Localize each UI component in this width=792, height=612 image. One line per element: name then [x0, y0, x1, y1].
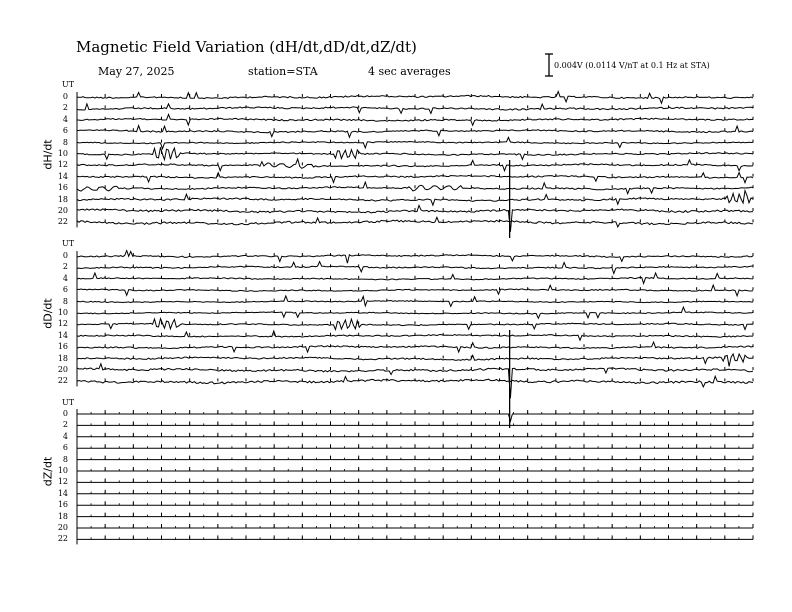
hour-label: 20 — [57, 206, 68, 215]
hour-label: 4 — [62, 114, 68, 124]
trace-dH-dt-8 — [77, 137, 753, 148]
hour-label: 16 — [57, 500, 68, 510]
trace-dD-dt-22 — [77, 376, 753, 387]
panel-ylabel-dD-dt: dD/dt — [41, 298, 55, 329]
hour-label: 0 — [62, 409, 68, 418]
scale-bar-label: 0.004V (0.0114 V/nT at 0.1 Hz at STA) — [554, 61, 710, 70]
panel-ylabel-dH-dt: dH/dt — [41, 139, 55, 170]
hour-label: 12 — [57, 477, 68, 487]
trace-dD-dt-6 — [77, 285, 753, 296]
hour-label: 18 — [57, 353, 68, 363]
date-label: May 27, 2025 — [98, 65, 175, 78]
trace-dD-dt-0 — [77, 251, 753, 264]
hour-label: 6 — [62, 443, 68, 453]
trace-dH-dt-6 — [77, 126, 753, 138]
hour-label: 2 — [62, 420, 68, 430]
trace-dH-dt-2 — [77, 104, 753, 114]
chart-title: Magnetic Field Variation (dH/dt,dD/dt,dZ/dt) — [76, 38, 417, 56]
ut-axis-label: UT — [62, 80, 75, 89]
hour-label: 14 — [57, 171, 68, 181]
trace-dZ-dt-0 — [77, 414, 753, 421]
hour-label: 2 — [62, 103, 68, 113]
hour-label: 8 — [62, 137, 68, 147]
hour-label: 14 — [57, 488, 68, 498]
hour-label: 4 — [62, 273, 68, 283]
trace-dD-dt-2 — [77, 262, 753, 274]
trace-dH-dt-0 — [77, 92, 753, 104]
hour-label: 22 — [57, 534, 68, 544]
ut-axis-label: UT — [62, 239, 75, 248]
hour-label: 6 — [62, 126, 68, 136]
hour-label: 10 — [57, 149, 68, 158]
hour-label: 20 — [57, 523, 68, 532]
hour-label: 16 — [57, 183, 68, 193]
hour-label: 22 — [57, 217, 68, 227]
hour-label: 18 — [57, 194, 68, 204]
hour-label: 8 — [62, 296, 68, 306]
hour-label: 0 — [62, 251, 68, 260]
hour-label: 6 — [62, 285, 68, 295]
hour-label: 22 — [57, 376, 68, 386]
hour-label: 2 — [62, 262, 68, 272]
hour-label: 10 — [57, 466, 68, 475]
ut-axis-label: UT — [62, 398, 75, 407]
hour-label: 4 — [62, 431, 68, 441]
hour-label: 12 — [57, 160, 68, 170]
hour-label: 0 — [62, 92, 68, 101]
panel-ylabel-dZ-dt: dZ/dt — [41, 456, 55, 487]
hour-label: 12 — [57, 319, 68, 329]
hour-label: 18 — [57, 511, 68, 521]
station-label: station=STA — [248, 65, 318, 78]
hour-label: 8 — [62, 454, 68, 464]
scale-bar — [545, 54, 553, 76]
hour-label: 14 — [57, 330, 68, 340]
hour-label: 10 — [57, 308, 68, 317]
trace-dH-dt-4 — [77, 114, 753, 125]
hour-label: 16 — [57, 342, 68, 352]
averaging-label: 4 sec averages — [368, 65, 451, 78]
hour-label: 20 — [57, 365, 68, 374]
